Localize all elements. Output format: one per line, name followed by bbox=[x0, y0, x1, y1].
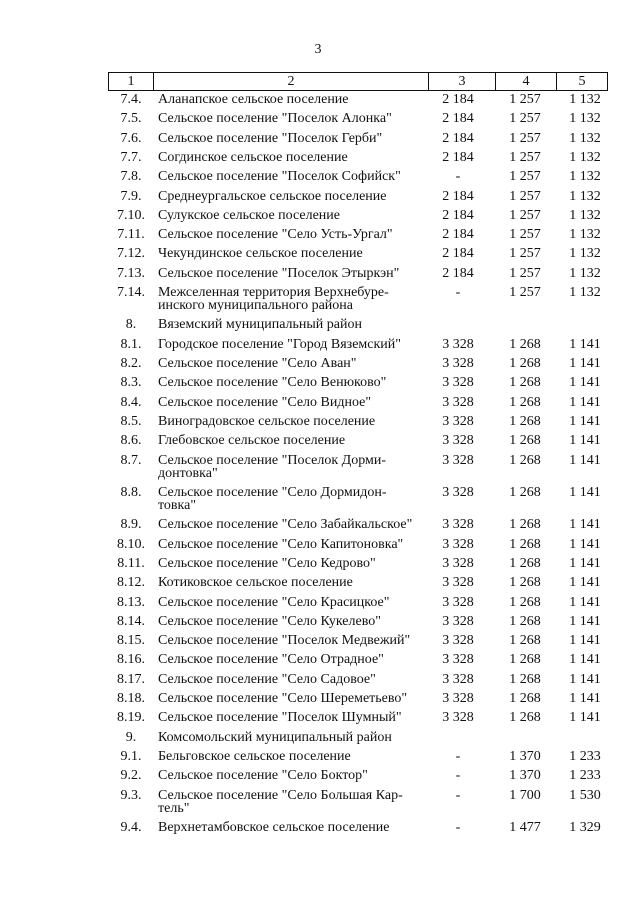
row-number: 8.1. bbox=[120, 336, 142, 352]
row-value-col4: 1 268 bbox=[509, 375, 541, 391]
table-row bbox=[0, 673, 636, 692]
row-value-col5: 1 141 bbox=[569, 375, 601, 391]
row-value-col4: 1 268 bbox=[509, 555, 541, 571]
row-number: 8.17. bbox=[117, 671, 145, 687]
row-number: 8.10. bbox=[117, 536, 145, 552]
row-number: 9.2. bbox=[120, 768, 142, 784]
header-col-1: 1 bbox=[109, 73, 154, 91]
row-value-col5: 1 141 bbox=[569, 594, 601, 610]
row-value-col3: 3 328 bbox=[442, 594, 474, 610]
row-number: 8.3. bbox=[120, 375, 142, 391]
table-header bbox=[108, 72, 608, 91]
row-value-col3: 3 328 bbox=[442, 710, 474, 726]
row-value-col3: 3 328 bbox=[442, 433, 474, 449]
row-value-col5: 1 141 bbox=[569, 336, 601, 352]
row-value-col4: 1 257 bbox=[509, 92, 541, 107]
row-name: Сельское поселение "Село Боктор" bbox=[158, 768, 368, 784]
table-row bbox=[0, 112, 636, 131]
row-value-col3: 3 328 bbox=[442, 555, 474, 571]
row-value-col3: 3 328 bbox=[442, 671, 474, 687]
row-value-col3: 2 184 bbox=[442, 92, 474, 107]
row-name: Согдинское сельское поселение bbox=[158, 149, 348, 165]
row-value-col5: 1 141 bbox=[569, 413, 601, 429]
row-value-col5: 1 132 bbox=[569, 285, 601, 300]
row-name: Сельское поселение "Село Видное" bbox=[158, 394, 372, 410]
table-row bbox=[0, 576, 636, 595]
table-row bbox=[0, 376, 636, 395]
row-name: Сельское поселение "Поселок Медвежий" bbox=[158, 633, 411, 649]
row-value-col3: 2 184 bbox=[442, 246, 474, 262]
row-value-col4: 1 268 bbox=[509, 394, 541, 410]
row-number: 8.5. bbox=[120, 413, 142, 429]
row-name: Бельговское сельское поселение bbox=[158, 748, 351, 764]
row-value-col3: 2 184 bbox=[442, 111, 474, 127]
row-value-col4: 1 268 bbox=[509, 710, 541, 726]
row-name: Сельское поселение "Село Аван" bbox=[158, 356, 357, 372]
row-value-col3: - bbox=[455, 169, 461, 185]
table-row bbox=[0, 731, 636, 750]
row-value-col4: 1 268 bbox=[509, 594, 541, 610]
row-name: Комсомольский муниципальный район bbox=[158, 729, 392, 745]
row-value-col5: 1 141 bbox=[569, 652, 601, 668]
row-value-col5: 1 132 bbox=[569, 130, 601, 146]
table-row bbox=[0, 557, 636, 576]
row-value-col5: 1 132 bbox=[569, 207, 601, 223]
row-number: 8.7. bbox=[120, 452, 142, 468]
row-number: 8. bbox=[125, 317, 137, 333]
row-name: Среднеургальское сельское поселение bbox=[158, 188, 387, 204]
row-name: Сельское поселение "Село Красицкое" bbox=[158, 594, 390, 610]
row-value-col4: 1 257 bbox=[509, 285, 541, 300]
row-value-col3: 3 328 bbox=[442, 517, 474, 533]
row-number: 8.14. bbox=[117, 613, 145, 629]
row-value-col3: - bbox=[455, 787, 461, 803]
row-value-col4: 1 257 bbox=[509, 130, 541, 146]
row-value-col4: 1 370 bbox=[509, 748, 541, 764]
row-name: Чекундинское сельское поселение bbox=[158, 246, 363, 262]
row-value-col5: 1 141 bbox=[569, 613, 601, 629]
table-row bbox=[0, 596, 636, 615]
row-value-col3: 3 328 bbox=[442, 575, 474, 591]
row-value-col4: 1 268 bbox=[509, 517, 541, 533]
row-name: Сельское поселение "Поселок Герби" bbox=[158, 130, 383, 146]
row-name: Сельское поселение "Село Кукелево" bbox=[158, 613, 381, 629]
row-name: Сельское поселение "Поселок Этыркэн" bbox=[158, 265, 400, 281]
table-row bbox=[0, 769, 636, 788]
table-row bbox=[0, 434, 636, 453]
row-name: Сельское поселение "Поселок Алонка" bbox=[158, 111, 392, 127]
row-name: Сельское поселение "Село Капитоновка" bbox=[158, 536, 404, 552]
row-value-col5: 1 132 bbox=[569, 227, 601, 243]
header-col-5: 5 bbox=[557, 73, 608, 91]
row-value-col5: 1 132 bbox=[569, 149, 601, 165]
row-value-col3: - bbox=[455, 819, 461, 835]
row-number: 9.3. bbox=[120, 787, 142, 803]
row-value-col5: 1 141 bbox=[569, 356, 601, 372]
row-value-col5: 1 141 bbox=[569, 671, 601, 687]
row-value-col3: 3 328 bbox=[442, 356, 474, 372]
table-row bbox=[0, 209, 636, 228]
row-name: Сельское поселение "Село Отрадное" bbox=[158, 652, 384, 668]
row-value-col4: 1 268 bbox=[509, 613, 541, 629]
table-row bbox=[0, 821, 636, 840]
row-name: Верхнетамбовское сельское поселение bbox=[158, 819, 390, 835]
table-row bbox=[0, 357, 636, 376]
row-value-col4: 1 268 bbox=[509, 575, 541, 591]
row-value-col5: 1 141 bbox=[569, 484, 601, 500]
table-row bbox=[0, 228, 636, 247]
row-value-col4: 1 268 bbox=[509, 536, 541, 552]
row-value-col3: 3 328 bbox=[442, 536, 474, 552]
row-name: Аланапское сельское поселение bbox=[158, 92, 349, 107]
row-value-col5: 1 132 bbox=[569, 111, 601, 127]
row-value-col5: 1 141 bbox=[569, 633, 601, 649]
row-value-col5: 1 141 bbox=[569, 394, 601, 410]
row-number: 8.18. bbox=[117, 691, 145, 707]
row-value-col3: 3 328 bbox=[442, 613, 474, 629]
row-name: Сулукское сельское поселение bbox=[158, 207, 340, 223]
row-value-col3: 3 328 bbox=[442, 633, 474, 649]
row-value-col4: 1 257 bbox=[509, 227, 541, 243]
row-value-col5: 1 132 bbox=[569, 246, 601, 262]
row-value-col3: 2 184 bbox=[442, 188, 474, 204]
row-name: Сельское поселение "Поселок Шумный" bbox=[158, 710, 402, 726]
row-number: 8.12. bbox=[117, 575, 145, 591]
row-number: 7.10. bbox=[117, 207, 145, 223]
row-number: 8.4. bbox=[120, 394, 142, 410]
row-value-col5: 1 141 bbox=[569, 536, 601, 552]
row-value-col4: 1 268 bbox=[509, 633, 541, 649]
table-row bbox=[0, 486, 636, 518]
table-row bbox=[0, 653, 636, 672]
row-number: 9.1. bbox=[120, 748, 142, 764]
row-name: Вяземский муниципальный район bbox=[158, 317, 362, 333]
row-value-col3: 2 184 bbox=[442, 207, 474, 223]
row-value-col3: 3 328 bbox=[442, 452, 474, 468]
row-value-col3: 2 184 bbox=[442, 130, 474, 146]
row-number: 8.2. bbox=[120, 356, 142, 372]
row-value-col5: 1 329 bbox=[569, 819, 601, 835]
row-number: 8.19. bbox=[117, 710, 145, 726]
row-value-col5: 1 132 bbox=[569, 169, 601, 185]
row-value-col5: 1 141 bbox=[569, 517, 601, 533]
row-value-col3: 3 328 bbox=[442, 691, 474, 707]
row-value-col5: 1 141 bbox=[569, 691, 601, 707]
row-value-col5: 1 530 bbox=[569, 787, 601, 803]
row-name: Сельское поселение "Село Кедрово" bbox=[158, 555, 376, 571]
row-number: 7.12. bbox=[117, 246, 145, 262]
row-name: Виноградовское сельское поселение bbox=[158, 413, 376, 429]
row-number: 7.11. bbox=[117, 227, 145, 243]
page-number: 3 bbox=[314, 42, 322, 57]
row-value-col3: - bbox=[455, 748, 461, 764]
row-number: 7.14. bbox=[117, 285, 145, 300]
row-value-col3: 3 328 bbox=[442, 652, 474, 668]
header-col-2: 2 bbox=[154, 73, 429, 91]
table-row bbox=[0, 247, 636, 266]
row-value-col4: 1 268 bbox=[509, 413, 541, 429]
row-value-col5: 1 141 bbox=[569, 452, 601, 468]
row-name: Межселенная территория Верхнебуре- инского муниципального района bbox=[158, 285, 389, 313]
table-row bbox=[0, 286, 636, 318]
table-row bbox=[0, 170, 636, 189]
table-row bbox=[0, 692, 636, 711]
table-row bbox=[0, 93, 636, 112]
row-value-col4: 1 370 bbox=[509, 768, 541, 784]
table-row bbox=[0, 190, 636, 209]
row-value-col4: 1 257 bbox=[509, 188, 541, 204]
row-value-col4: 1 268 bbox=[509, 452, 541, 468]
row-number: 8.11. bbox=[117, 555, 145, 571]
row-number: 7.6. bbox=[120, 130, 142, 146]
row-name: Сельское поселение "Село Садовое" bbox=[158, 671, 376, 687]
row-value-col5: 1 141 bbox=[569, 575, 601, 591]
row-value-col5: 1 132 bbox=[569, 92, 601, 107]
row-value-col3: 2 184 bbox=[442, 227, 474, 243]
row-value-col5: 1 141 bbox=[569, 555, 601, 571]
row-value-col3: 3 328 bbox=[442, 413, 474, 429]
row-value-col5: 1 233 bbox=[569, 748, 601, 764]
row-name: Сельское поселение "Село Дормидон- товка" bbox=[158, 484, 387, 513]
row-value-col4: 1 268 bbox=[509, 484, 541, 500]
header-col-4: 4 bbox=[496, 73, 557, 91]
row-number: 9. bbox=[125, 729, 137, 745]
row-value-col4: 1 268 bbox=[509, 336, 541, 352]
row-value-col3: 3 328 bbox=[442, 375, 474, 391]
row-value-col3: 3 328 bbox=[442, 484, 474, 500]
row-number: 9.4. bbox=[120, 819, 142, 835]
table-row bbox=[0, 634, 636, 653]
row-value-col5: 1 132 bbox=[569, 265, 601, 281]
row-value-col5: 1 141 bbox=[569, 433, 601, 449]
table-row bbox=[0, 318, 636, 337]
row-value-col4: 1 257 bbox=[509, 246, 541, 262]
row-value-col3: 2 184 bbox=[442, 265, 474, 281]
row-value-col4: 1 268 bbox=[509, 652, 541, 668]
row-value-col4: 1 257 bbox=[509, 265, 541, 281]
table-row bbox=[0, 267, 636, 286]
table-row bbox=[0, 538, 636, 557]
row-value-col3: - bbox=[455, 768, 461, 784]
table-row bbox=[0, 711, 636, 730]
row-number: 7.13. bbox=[117, 265, 145, 281]
row-name: Котиковское сельское поселение bbox=[158, 575, 353, 591]
row-number: 8.8. bbox=[120, 484, 142, 500]
row-value-col4: 1 257 bbox=[509, 149, 541, 165]
table-row bbox=[0, 415, 636, 434]
row-value-col3: - bbox=[455, 285, 461, 300]
table-row bbox=[0, 151, 636, 170]
row-value-col4: 1 477 bbox=[509, 819, 541, 835]
row-number: 8.6. bbox=[120, 433, 142, 449]
row-name: Сельское поселение "Поселок Софийск" bbox=[158, 169, 401, 185]
row-value-col3: 3 328 bbox=[442, 336, 474, 352]
row-number: 8.9. bbox=[120, 517, 142, 533]
row-number: 8.13. bbox=[117, 594, 145, 610]
row-name: Городское поселение "Город Вяземский" bbox=[158, 336, 402, 352]
row-value-col4: 1 268 bbox=[509, 433, 541, 449]
row-name: Сельское поселение "Село Шереметьево" bbox=[158, 691, 408, 707]
row-value-col4: 1 700 bbox=[509, 787, 541, 803]
table-row bbox=[0, 396, 636, 415]
row-number: 7.8. bbox=[120, 169, 142, 185]
header-col-3: 3 bbox=[429, 73, 496, 91]
row-number: 7.5. bbox=[120, 111, 142, 127]
table-row bbox=[0, 132, 636, 151]
row-value-col3: 2 184 bbox=[442, 149, 474, 165]
row-number: 7.7. bbox=[120, 149, 142, 165]
row-name: Сельское поселение "Село Забайкальское" bbox=[158, 517, 413, 533]
row-number: 7.9. bbox=[120, 188, 142, 204]
row-value-col3: 3 328 bbox=[442, 394, 474, 410]
row-name: Сельское поселение "Село Большая Кар- тель" bbox=[158, 787, 403, 816]
row-value-col4: 1 257 bbox=[509, 207, 541, 223]
table-row bbox=[0, 338, 636, 357]
table-row bbox=[0, 615, 636, 634]
row-name: Сельское поселение "Село Усть-Ургал" bbox=[158, 227, 393, 243]
row-value-col5: 1 132 bbox=[569, 188, 601, 204]
row-value-col5: 1 141 bbox=[569, 710, 601, 726]
row-name: Сельское поселение "Село Венюково" bbox=[158, 375, 387, 391]
table-row bbox=[0, 518, 636, 537]
row-value-col4: 1 268 bbox=[509, 671, 541, 687]
row-value-col4: 1 257 bbox=[509, 169, 541, 185]
row-value-col5: 1 233 bbox=[569, 768, 601, 784]
row-number: 8.15. bbox=[117, 633, 145, 649]
row-number: 7.4. bbox=[120, 92, 142, 107]
table-row bbox=[0, 789, 636, 821]
row-value-col4: 1 268 bbox=[509, 691, 541, 707]
table-row bbox=[0, 454, 636, 486]
row-value-col4: 1 257 bbox=[509, 111, 541, 127]
table-row bbox=[0, 750, 636, 769]
row-value-col4: 1 268 bbox=[509, 356, 541, 372]
row-name: Глебовское сельское поселение bbox=[158, 433, 346, 449]
row-name: Сельское поселение "Поселок Дорми- донтовка" bbox=[158, 452, 387, 481]
row-number: 8.16. bbox=[117, 652, 145, 668]
